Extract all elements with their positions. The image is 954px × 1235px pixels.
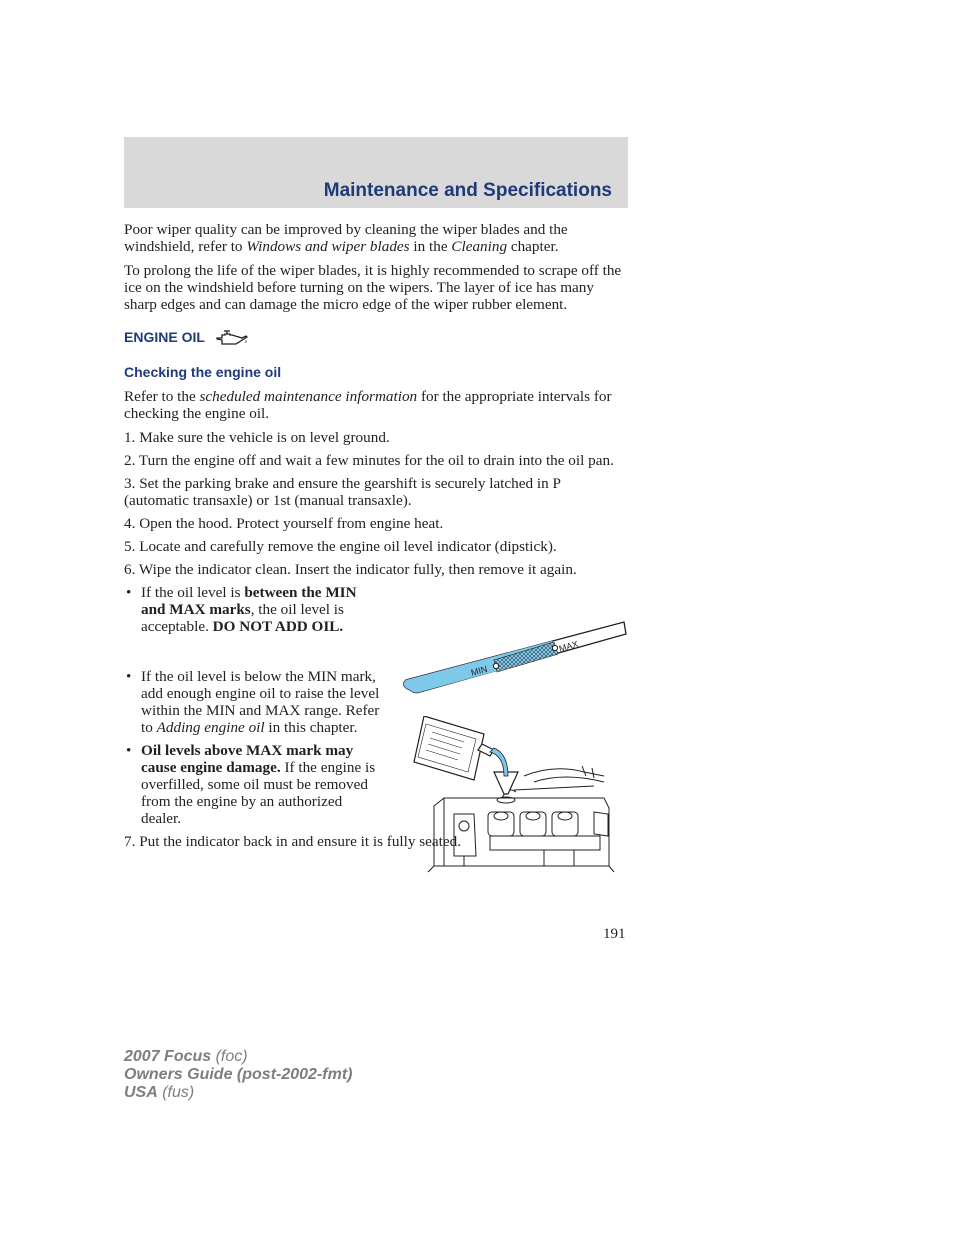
engine-oil-heading: ENGINE OIL [124,329,629,346]
intro-paragraph-1: Poor wiper quality can be improved by cleaning the wiper blades and the windshield, refer to Windows and wiper blades in the Cleaning chapter. [124,221,568,255]
header-bar [124,137,628,208]
step-6: 6. Wipe the indicator clean. Insert the indicator fully, then remove it again. [124,561,577,578]
dipstick-illustration [400,618,630,698]
step-2: 2. Turn the engine off and wait a few minutes for the oil to drain into the oil pan. [124,452,614,469]
page-number: 191 [603,926,626,942]
intro-paragraph-2: To prolong the life of the wiper blades, it is highly recommended to scrape off the ice on the windshield before turning on the wipers. The layer of ice has many sharp edges and can damage the micro edge of the wiper rubber element. [124,262,622,313]
step-7: 7. Put the indicator back in and ensure it is fully seated. [124,833,461,850]
step-3: 3. Set the parking brake and ensure the gearshift is securely latched in P (automatic transaxle) or 1st (manual transaxle). [124,475,561,509]
engine-drawing [428,766,614,872]
footer-line-1: 2007 Focus (foc) [124,1048,248,1065]
max-label: MAX [557,638,580,654]
step-4: 4. Open the hood. Protect yourself from engine heat. [124,515,444,532]
bullet-oil-low: • If the oil level is below the MIN mark, add enough engine oil to raise the level within the MIN and MAX range. Refer to Adding engine oil in this chapter. [126,668,380,736]
step-5: 5. Locate and carefully remove the engine oil level indicator (dipstick). [124,538,557,555]
page-title: Maintenance and Specifications [323,180,612,201]
cleaning-reference: Cleaning [451,238,508,255]
footer-line-2: Owners Guide (post-2002-fmt) [124,1066,353,1083]
maintenance-reference-paragraph: Refer to the scheduled maintenance information for the appropriate intervals for checking the engine oil. [124,388,612,422]
adding-oil-illustration [404,716,616,878]
oil-can-icon [212,330,248,346]
checking-oil-subheading: Checking the engine oil [124,364,282,380]
scheduled-maintenance-reference: scheduled maintenance information [199,388,418,405]
adding-engine-oil-reference: Adding engine oil [156,719,265,736]
bullet-oil-acceptable: • If the oil level is between the MIN and MAX marks, the oil level is acceptable. DO NOT ADD OIL. [126,584,357,635]
max-mark [552,645,557,650]
bullet-oil-overfilled: • Oil levels above MAX mark may cause engine damage. If the engine is overfilled, some oil must be removed from the engine by an authorized dealer. [126,742,376,827]
footer-line-3: USA (fus) [124,1084,195,1101]
min-mark [493,663,498,668]
footer [124,1048,352,1102]
oil-bottle [414,716,494,780]
min-max-hatch [494,642,558,672]
windows-wiper-reference: Windows and wiper blades [246,238,410,255]
min-label: MIN [469,663,489,678]
step-1: 1. Make sure the vehicle is on level ground. [124,429,390,446]
